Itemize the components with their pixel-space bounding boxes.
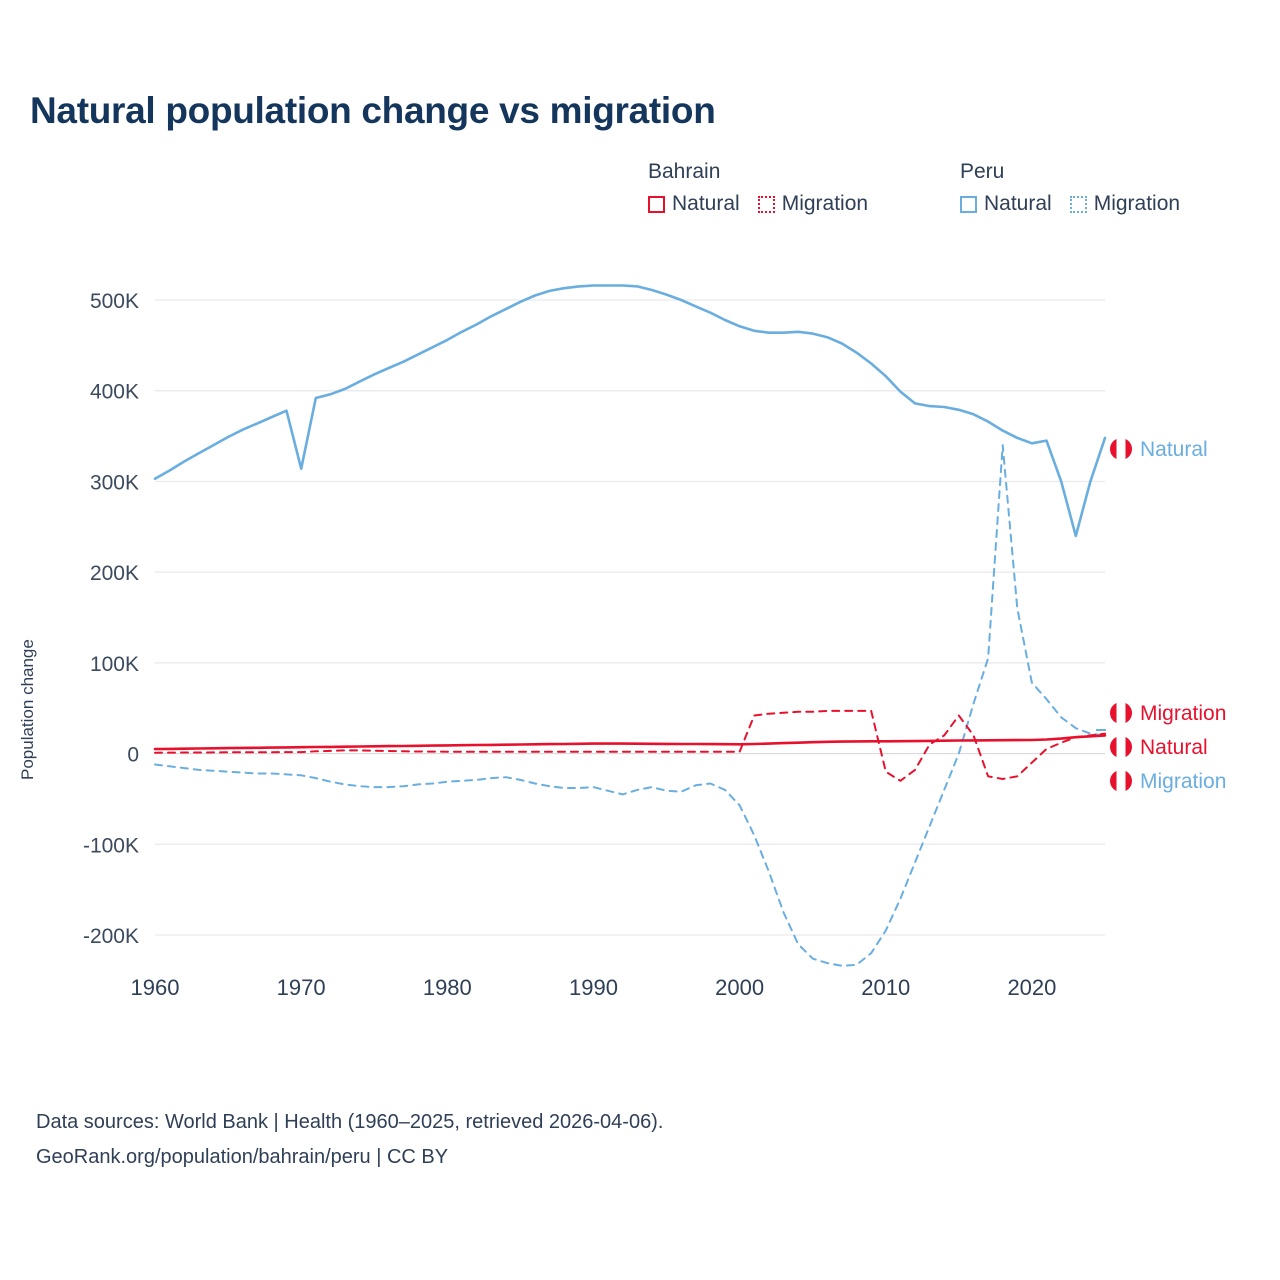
svg-text:-100K: -100K [82,834,139,858]
legend-item-peru-migration[interactable] [1070,192,1180,216]
svg-text:-200K: -200K [82,925,139,948]
peru-flag-icon [1110,770,1132,792]
svg-text:1980: 1980 [422,975,472,1000]
end-label-bahrain-migration [1110,702,1226,726]
legend-swatch-dotted-icon [758,196,775,213]
peru-flag-icon [1110,438,1132,460]
legend-swatch-solid-icon [960,196,977,213]
svg-text:2010: 2010 [861,975,911,1000]
chart-svg [0,260,1280,1060]
svg-text:1970: 1970 [276,975,326,1000]
legend-country-bahrain: Bahrain [648,160,721,183]
page-title: Natural population change vs migration [30,90,716,131]
svg-text:2020: 2020 [1007,975,1057,1000]
svg-text:400K: 400K [89,380,139,404]
svg-text:100K: 100K [89,652,139,676]
series-line [155,711,1105,781]
end-label-text: Natural [1140,736,1208,759]
bahrain-flag-icon [1110,702,1132,724]
series-line [155,445,1105,966]
footer-line-2: GeoRank.org/population/bahrain/peru | CC BY [36,1146,449,1168]
legend-swatch-solid-icon [648,196,665,213]
y-axis-label: Population change [18,639,37,780]
legend-label-bahrain-migration: Migration [781,192,869,215]
legend-swatch-dotted-icon [1070,196,1087,213]
svg-text:2000: 2000 [715,975,765,1000]
legend-item-bahrain-natural[interactable] [648,192,740,216]
end-label-peru-natural [1110,438,1208,462]
legend-item-bahrain-migration[interactable] [758,192,868,216]
footer-line-1: Data sources: World Bank | Health (1960–2025, retrieved 2026-04-06). [36,1111,664,1133]
end-label-text: Migration [1140,702,1227,725]
svg-text:1960: 1960 [130,975,180,1000]
legend-group-bahrain [648,160,868,216]
legend-item-peru-natural[interactable] [960,192,1052,216]
svg-text:500K: 500K [89,290,139,313]
series-line [155,286,1105,536]
legend-label-peru-natural: Natural [984,192,1052,215]
bahrain-flag-icon [1110,736,1132,758]
footer [36,1105,663,1175]
end-label-text: Natural [1140,438,1208,461]
chart-area [0,260,1280,1060]
svg-text:200K: 200K [89,562,139,586]
end-label-text: Migration [1140,770,1227,793]
legend-group-peru [960,160,1180,216]
end-label-bahrain-natural [1110,736,1208,760]
svg-text:300K: 300K [89,471,139,495]
series-line [155,735,1105,749]
svg-text:1990: 1990 [568,975,618,1000]
legend-label-peru-migration: Migration [1093,192,1181,215]
legend-country-peru: Peru [960,160,1005,183]
end-label-peru-migration [1110,770,1226,794]
legend-label-bahrain-natural: Natural [672,192,740,215]
svg-text:0: 0 [127,743,139,767]
